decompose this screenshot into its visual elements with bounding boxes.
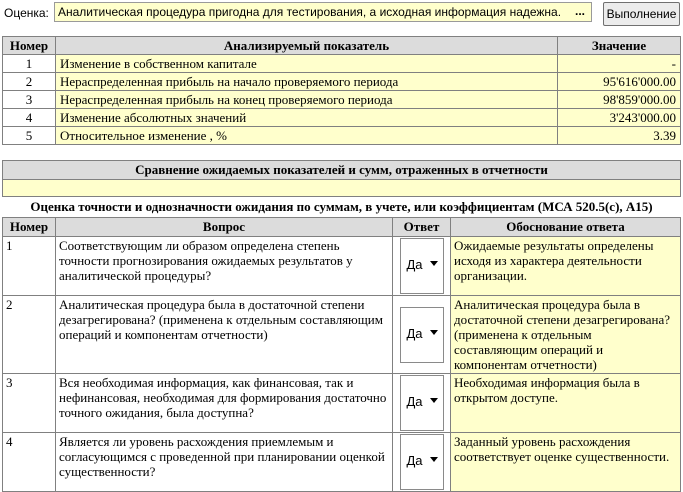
row-value: 98'859'000.00 bbox=[558, 91, 681, 109]
row-value: - bbox=[558, 55, 681, 73]
row-number: 3 bbox=[3, 91, 56, 109]
table-row bbox=[3, 109, 681, 127]
row-reason[interactable]: Заданный уровень расхождения соответствует оценке существенности. bbox=[451, 433, 681, 492]
table-row bbox=[3, 296, 681, 374]
row-number: 3 bbox=[3, 374, 56, 433]
table-row bbox=[3, 55, 681, 73]
row-number: 2 bbox=[3, 73, 56, 91]
row-number: 2 bbox=[3, 296, 56, 374]
answer-value: Да bbox=[406, 453, 423, 468]
answer-value: Да bbox=[406, 394, 423, 409]
answer-select[interactable] bbox=[400, 434, 444, 490]
table-row bbox=[3, 433, 681, 492]
table-row bbox=[3, 237, 681, 296]
col-value-header: Значение bbox=[558, 37, 681, 55]
row-reason[interactable]: Аналитическая процедура была в достаточной степени дезагрегирована? (применена к отдельным составляющим операций и компонентам отчетности) bbox=[451, 296, 681, 374]
col-reason-header: Обоснование ответа bbox=[451, 218, 681, 237]
questions-table bbox=[2, 217, 681, 492]
row-question: Соответствующим ли образом определена степень точности прогнозирования ожидаемых результатов у аналитической процедуры? bbox=[56, 237, 393, 296]
row-indicator: Относительное изменение , % bbox=[56, 127, 558, 145]
row-indicator: Изменение абсолютных значений bbox=[56, 109, 558, 127]
row-number: 4 bbox=[3, 433, 56, 492]
row-number: 1 bbox=[3, 55, 56, 73]
row-value: 95'616'000.00 bbox=[558, 73, 681, 91]
table-row bbox=[3, 127, 681, 145]
col-question-header: Вопрос bbox=[56, 218, 393, 237]
col-indicator-header: Анализируемый показатель bbox=[56, 37, 558, 55]
row-reason[interactable]: Ожидаемые результаты определены исходя из характера деятельности организации. bbox=[451, 237, 681, 296]
row-number: 1 bbox=[3, 237, 56, 296]
row-number: 5 bbox=[3, 127, 56, 145]
answer-select[interactable] bbox=[400, 375, 444, 431]
col-number-header: Номер bbox=[3, 218, 56, 237]
indicators-table bbox=[2, 36, 681, 145]
questions-header-row bbox=[3, 218, 681, 237]
row-value: 3.39 bbox=[558, 127, 681, 145]
col-number-header: Номер bbox=[3, 37, 56, 55]
chevron-down-icon bbox=[430, 261, 438, 266]
row-indicator: Нераспределенная прибыль на конец проверяемого периода bbox=[56, 91, 558, 109]
row-indicator: Нераспределенная прибыль на начало проверяемого периода bbox=[56, 73, 558, 91]
row-indicator: Изменение в собственном капитале bbox=[56, 55, 558, 73]
comparison-field[interactable] bbox=[2, 179, 681, 197]
row-reason[interactable]: Необходимая информация была в открытом доступе. bbox=[451, 374, 681, 433]
answer-value: Да bbox=[406, 257, 423, 272]
chevron-down-icon bbox=[430, 398, 438, 403]
accuracy-caption: Оценка точности и однозначности ожидания по суммам, в учете, или коэффициентам (МСА 520.5(с), А15) bbox=[30, 199, 653, 214]
table-row bbox=[3, 374, 681, 433]
row-question: Является ли уровень расхождения приемлемым и согласующимся с проведенной при планировании оценкой существенности? bbox=[56, 433, 393, 492]
table-row bbox=[3, 73, 681, 91]
answer-select[interactable] bbox=[400, 307, 444, 363]
answer-value: Да bbox=[406, 325, 423, 341]
row-number: 4 bbox=[3, 109, 56, 127]
row-question: Вся необходимая информация, как финансовая, так и нефинансовая, необходимая для формирования достаточно точного ожидания, была доступна? bbox=[56, 374, 393, 433]
assessment-field[interactable] bbox=[54, 2, 592, 22]
indicators-header-row bbox=[3, 37, 681, 55]
assessment-label: Оценка: bbox=[4, 6, 49, 20]
answer-select[interactable] bbox=[400, 238, 444, 294]
chevron-down-icon bbox=[430, 457, 438, 462]
chevron-down-icon bbox=[430, 330, 438, 335]
row-question: Аналитическая процедура была в достаточной степени дезагрегирована? (применена к отдельным составляющим операций и компонентам отчетности) bbox=[56, 296, 393, 374]
assessment-more-button[interactable]: ... bbox=[574, 4, 585, 18]
table-row bbox=[3, 91, 681, 109]
col-answer-header: Ответ bbox=[393, 218, 451, 237]
run-button[interactable]: Выполнение bbox=[603, 2, 680, 26]
comparison-title: Сравнение ожидаемых показателей и сумм, отраженных в отчетности bbox=[2, 160, 681, 180]
row-value: 3'243'000.00 bbox=[558, 109, 681, 127]
assessment-value: Аналитическая процедура пригодна для тестирования, а исходная информация надежна. bbox=[58, 5, 562, 19]
